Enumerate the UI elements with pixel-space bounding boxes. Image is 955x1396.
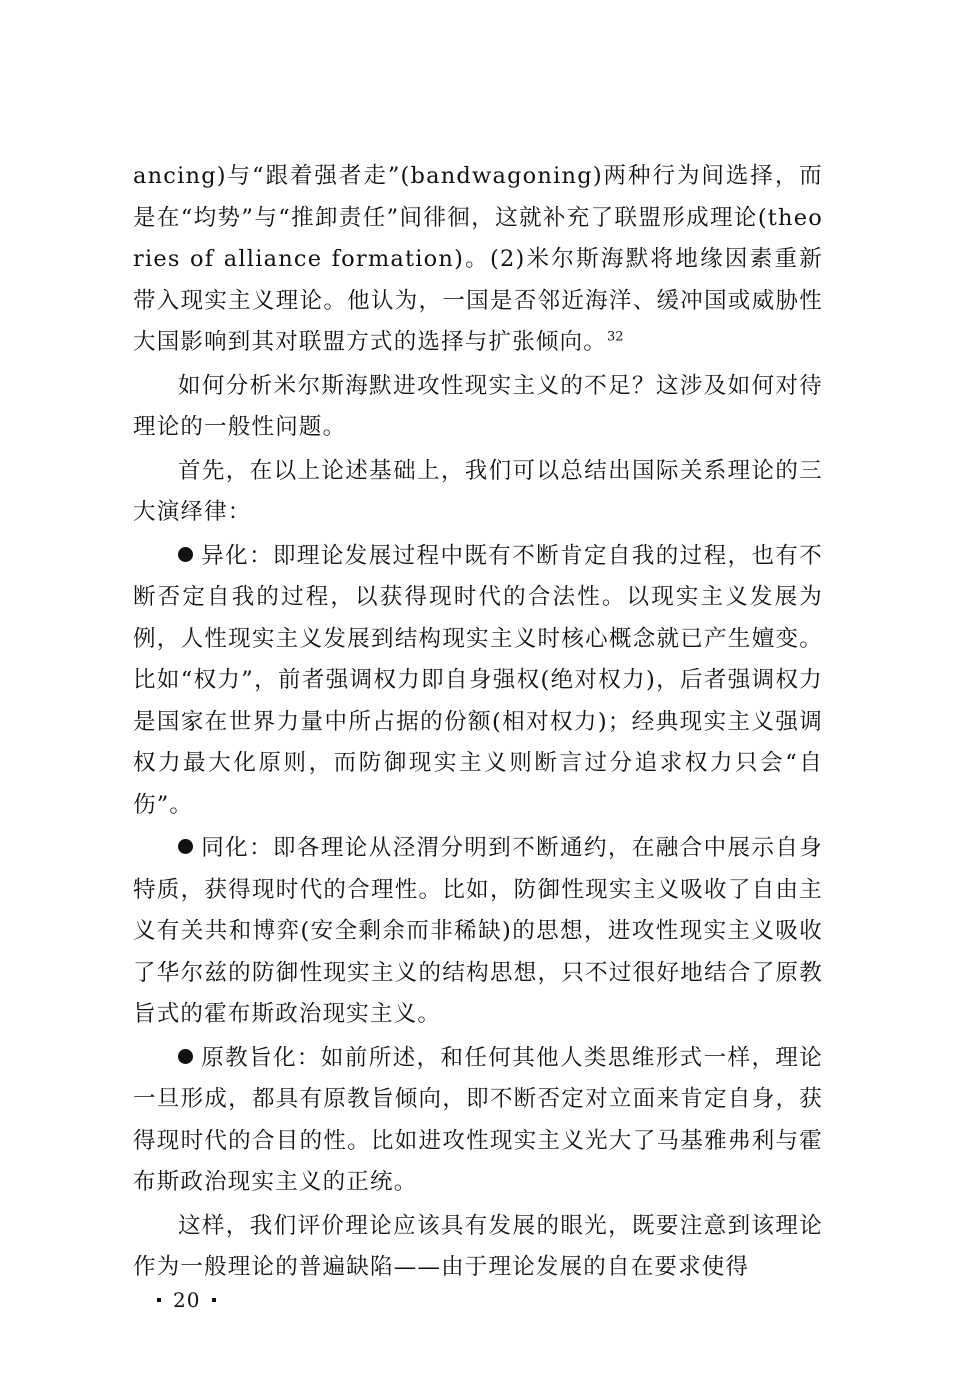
bullet-paragraph — [133, 1038, 823, 1204]
bullet-text: ：即理论发展过程中既有不断肯定自我的过程，也有不断否定自我的过程，以获得现时代的合法性。以现实主义发展为例，人性现实主义发展到结构现实主义时核心概念就已产生嬗变。比如“权力”，前者强调权力即自身强权(绝对权力)，后者强调权力是国家在世界力量中所占据的份额(相对权力)；经典现实主义强调权力最大化原则，而防御现实主义则断言过分追求权力只会“自伤”。 — [133, 542, 823, 818]
footnote-marker: 32 — [607, 329, 624, 345]
page-number — [145, 1288, 228, 1312]
bullet-dot-icon — [178, 839, 193, 854]
page-number-text: 20 — [173, 1288, 201, 1312]
bullet-term: 原教旨化 — [201, 1044, 297, 1071]
paragraph — [133, 1206, 823, 1289]
bullet-text: ：即各理论从泾渭分明到不断通约，在融合中展示自身特质，获得现时代的合理性。比如，防御性现实主义吸收了自由主义有关共和博弈(安全剩余而非稀缺)的思想，进攻性现实主义吸收了华尔兹的防御性现实主义的结构思想，只不过很好地结合了原教旨式的霍布斯政治现实主义。 — [133, 835, 823, 1027]
page-body — [133, 156, 823, 1289]
bullet-text: ：如前所述，和任何其他人类思维形式一样，理论一旦形成，都具有原教旨倾向，即不断否定对立面来肯定自身，获得现时代的合目的性。比如进攻性现实主义光大了马基雅弗利与霍布斯政治现实主义的正统。 — [133, 1044, 823, 1195]
paragraph-text: 如何分析米尔斯海默进攻性现实主义的不足？这涉及如何对待理论的一般性问题。 — [133, 372, 823, 440]
paragraph-text: 这样，我们评价理论应该具有发展的眼光，既要注意到该理论作为一般理论的普遍缺陷——由于理论发展的自在要求使得 — [133, 1212, 823, 1280]
paragraph-text: 首先，在以上论述基础上，我们可以总结出国际关系理论的三大演绎律： — [133, 457, 823, 525]
bullet-term: 异化 — [201, 542, 250, 569]
bullet-dot-icon — [178, 1049, 193, 1064]
paragraph-continued — [133, 156, 823, 364]
folio-dot-icon — [212, 1298, 216, 1302]
bullet-term: 同化 — [201, 835, 250, 861]
bullet-dot-icon — [178, 547, 193, 562]
paragraph — [133, 451, 823, 534]
bullet-paragraph — [133, 536, 823, 827]
bullet-paragraph — [133, 828, 823, 1036]
paragraph-text: ancing)与“跟着强者走”(bandwagoning)两种行为间选择，而是在“均势”与“推卸责任”间徘徊，这就补充了联盟形成理论(theories of alliance formation)。(2)米尔斯海默将地缘因素重新带入现实主义理论。他认为，一国是否邻近海洋、缓冲国或威胁性大国影响到其对联盟方式的选择与扩张倾向。 — [133, 163, 823, 355]
folio-dot-icon — [157, 1298, 161, 1302]
paragraph — [133, 366, 823, 449]
